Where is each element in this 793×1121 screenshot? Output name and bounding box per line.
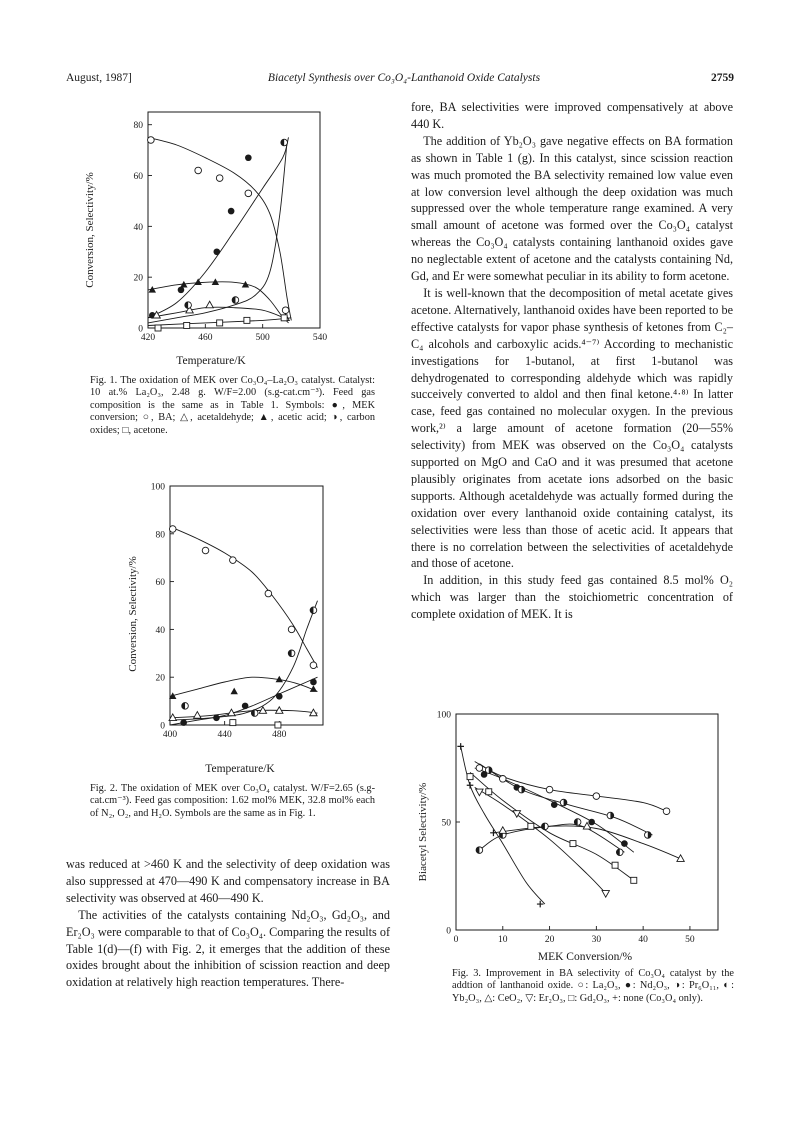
fig2-caption: Fig. 2. The oxidation of MEK over Co₃O₄ catalyst. W/F=2.65 (s.g-cat.cm⁻³). Feed gas composition: 1.62 mol% MEK, 32.8 mol% each of N₂, O₂, and H₂O. Symbols are the same as in Fig. 1. bbox=[90, 783, 375, 819]
fig2-ytick-label: 0 bbox=[160, 721, 165, 732]
fig3-ylabel: Biacetyl Selectivity/% bbox=[417, 782, 429, 882]
fig2-ytick-label: 60 bbox=[155, 578, 165, 589]
fig1-xtick-label: 540 bbox=[312, 333, 328, 343]
fig2-ytick-label: 100 bbox=[150, 482, 165, 493]
right-column-text bbox=[411, 99, 733, 623]
fig3-xtick-label: 20 bbox=[544, 935, 555, 945]
header-date: August, 1987] bbox=[66, 72, 132, 84]
left-paragraph-1: was reduced at >460 K and the selectivity of deep oxidation was also suppressed at 470—490 K and compensatory increase in BA selectivity was observed at 460—490 K. bbox=[66, 857, 390, 905]
fig3-xtick-label: 40 bbox=[638, 935, 648, 945]
fig1-caption: Fig. 1. The oxidation of MEK over Co₃O₄–La₂O₃ catalyst. Catalyst: 10 at.% La₂O₃, 2.48 g. W/F=2.00 (s.g-cat.cm⁻³). Feed gas composition is the same as in Table 1. Symbols: ●, MEK conversion; ○, BA; △, acetaldehyde; ▲, acetic acid; ◑, carbon oxides; □, acetone. bbox=[90, 375, 375, 436]
fig1-labels bbox=[66, 100, 346, 370]
fig2-xtick-label: 480 bbox=[272, 730, 287, 740]
fig3-ytick-label: 100 bbox=[436, 710, 451, 721]
fig2-ytick-label: 80 bbox=[155, 530, 165, 541]
fig1-ytick-label: 60 bbox=[133, 172, 143, 183]
fig1-xtick-label: 460 bbox=[198, 333, 213, 343]
fig1-xtick-label: 500 bbox=[255, 333, 270, 343]
fig2-ytick-label: 20 bbox=[155, 673, 165, 684]
fig2-labels bbox=[120, 480, 340, 780]
right-paragraph-2: The addition of Yb₂O₃ gave negative effects on BA formation as shown in Table 1 (g). In this catalyst, since scission reaction was much promoted the BA selectivity remained low value even at low conversion level although the deep oxidation was much suppressed over the whole temperature range examined. A very small amount of acetone was formed over the Co₃O₄ catalyst whereas the Co₃O₄ catalysts containing lanthanoid oxides gave no neglectable extent of acetone and the catalysts containing Nd, Gd, and Er were somewhat peculiar in its ability to form acetone. bbox=[411, 133, 733, 284]
right-paragraph-1: fore, BA selectivities were improved compensatively at above 440 K. bbox=[411, 100, 733, 131]
fig1-ytick-label: 20 bbox=[133, 273, 143, 284]
fig3-caption: Fig. 3. Improvement in BA selectivity of Co₃O₄ catalyst by the addtion of lanthanoid oxide. ○: La₂O₃, ●: Nd₂O₃, ◑: Pr₆O₁₁, ◐: Yb₂O₃, △: CeO₂, ▽: Er₂O₃, □: Gd₂O₃, +: none (Co₃O₄ only). bbox=[452, 968, 734, 1004]
left-column-text bbox=[66, 856, 390, 991]
fig1-ytick-label: 40 bbox=[133, 222, 143, 233]
fig3-xtick-label: 50 bbox=[685, 935, 695, 945]
fig3-ytick-label: 50 bbox=[441, 818, 451, 829]
fig1-ytick-label: 0 bbox=[138, 324, 143, 335]
fig2-xtick-label: 440 bbox=[217, 730, 232, 740]
page-header bbox=[66, 72, 734, 90]
fig2-xtick-label: 400 bbox=[162, 730, 178, 740]
fig1-ylabel: Conversion, Selectivity/% bbox=[84, 172, 96, 288]
fig3-xlabel: MEK Conversion/% bbox=[537, 951, 633, 963]
left-paragraph-2: The activities of the catalysts containing Nd₂O₃, Gd₂O₃, and Er₂O₃ were comparable to that of Co₃O₄. Comparing the results of Table 1(d)—(f) with Fig. 2, it emerges that the addition of these oxides brought about the inhibition of scission reaction and deep oxidation at relatively high reaction temperatures. There- bbox=[66, 907, 390, 990]
fig1-ytick-label: 80 bbox=[133, 121, 143, 132]
fig2-xlabel: Temperature/K bbox=[205, 763, 275, 775]
fig1-xlabel: Temperature/K bbox=[176, 355, 246, 367]
fig3-ytick-label: 0 bbox=[446, 926, 451, 937]
fig1-xtick-label: 420 bbox=[140, 333, 156, 343]
fig3-xtick-label: 30 bbox=[591, 935, 602, 945]
fig2-ytick-label: 40 bbox=[155, 625, 165, 636]
right-paragraph-3: It is well-known that the decomposition of metal acetate gives acetone. Alternatively, lanthanoid oxides have been reported to be effective catalysts for vapor phase synthesis of ketones from C₂–C₄ alcohols and carboxylic acids.⁴⁻⁷⁾ According to mechanistic investigations for 1-butanol, at first 1-butanol was dehydrogenated to corresponding aldehyde which was rapidly succeively converted to aldol and then final ketone.⁴·⁸⁾ In latter case, feed gas contained no molecular oxygen. In the previous work,²⁾ a large amount of acetone formation (20—55% selectivity) from MEK was observed on the Co₃O₄ catalysts supported on MgO and CaO and it was presumed that acetone plausibly originates from acetate ions adsorbed on the basic supports. Although acetaldehyde was actually formed during the oxidation over every lanthanoid oxide containing catalyst, its selectivities were less than those of acetic acid. It appears that there is no correlation between the selectivities of acetaldehyde and those of acetone. bbox=[411, 285, 733, 571]
page-number: 2759 bbox=[711, 72, 734, 84]
right-paragraph-4: In addition, in this study feed gas contained 8.5 mol% O₂ which was larger than the stoichiometric concentration of complete oxidation of MEK. It is bbox=[411, 573, 733, 622]
fig3-xtick-label: 0 bbox=[453, 935, 459, 945]
fig3-labels bbox=[410, 700, 740, 970]
fig2-ylabel: Conversion, Selectivity/% bbox=[127, 556, 139, 672]
running-title: Biacetyl Synthesis over Co₃O₄-Lanthanoid Oxide Catalysts bbox=[267, 72, 541, 84]
fig3-xtick-label: 10 bbox=[498, 935, 508, 945]
